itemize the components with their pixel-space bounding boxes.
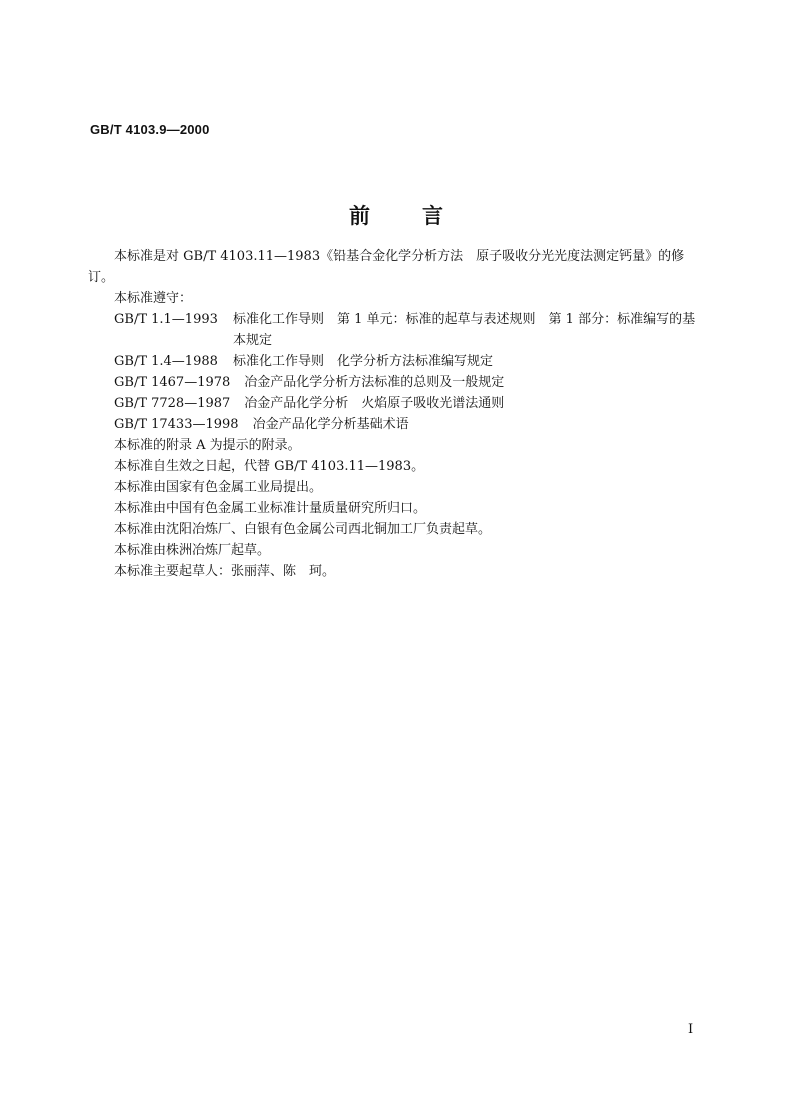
foreword-body: [88, 246, 706, 582]
note-paragraph: 本标准由国家有色金属工业局提出。: [114, 480, 323, 495]
reference-item: [88, 351, 706, 372]
note-paragraph: 本标准的附录 A 为提示的附录。: [114, 438, 301, 453]
reference-item: [88, 372, 706, 393]
note-paragraph: 本标准主要起草人：张丽萍、陈 珂。: [114, 564, 336, 579]
reference-code: GB/T 17433—1998: [114, 417, 239, 432]
note-paragraph: 本标准由株洲冶炼厂起草。: [114, 543, 271, 558]
compliance-paragraph: 本标准遵守：: [114, 291, 193, 306]
reference-list: [88, 309, 706, 435]
reference-title: 冶金产品化学分析方法标准的总则及一般规定: [244, 375, 505, 390]
reference-title: 标准化工作导则 第 1 单元：标准的起草与表述规则 第 1 部分：标准编写的基本规定: [233, 312, 696, 348]
note-paragraph: 本标准由沈阳冶炼厂、白银有色金属公司西北铜加工厂负责起草。: [114, 522, 492, 537]
note-paragraph: 本标准由中国有色金属工业标准计量质量研究所归口。: [114, 501, 427, 516]
reference-title: 冶金产品化学分析 火焰原子吸收光谱法通则: [244, 396, 505, 411]
reference-title: 冶金产品化学分析基础术语: [252, 417, 409, 432]
page-number: I: [688, 1022, 694, 1037]
reference-title: 标准化工作导则 化学分析方法标准编写规定: [233, 354, 494, 369]
reference-code: GB/T 1.1—1993: [114, 312, 218, 327]
reference-code: GB/T 7728—1987: [114, 396, 231, 411]
reference-item: [88, 309, 706, 351]
document-code: GB/T 4103.9—2000: [90, 122, 210, 137]
page-title: 前言: [349, 203, 495, 228]
reference-code: GB/T 1467—1978: [114, 375, 231, 390]
intro-paragraph: 本标准是对 GB/T 4103.11—1983《铅基合金化学分析方法 原子吸收分光光度法测定钙量》的修订。: [88, 249, 685, 285]
reference-code: GB/T 1.4—1988: [114, 354, 218, 369]
note-paragraph: 本标准自生效之日起，代替 GB/T 4103.11—1983。: [114, 459, 425, 474]
reference-item: [88, 414, 706, 435]
reference-item: [88, 393, 706, 414]
